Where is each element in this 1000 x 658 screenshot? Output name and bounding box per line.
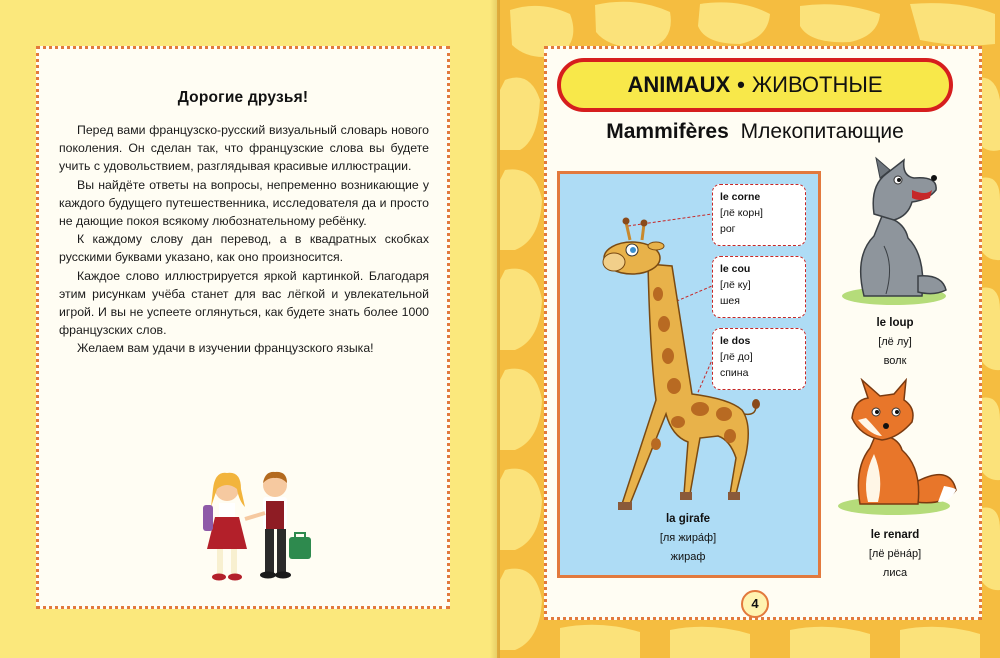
callout-translation: спина: [720, 366, 749, 379]
subtitle-french: Mammifères: [606, 120, 729, 143]
page-number: 4: [741, 590, 769, 618]
wolf-illustration: [834, 156, 952, 306]
banner-separator: •: [737, 72, 745, 97]
intro-paragraph: Каждое слово иллюстрируется яркой картинкой. Благодаря этим рисункам учёба станет для вас лёгкой и увлекательной игрой. И вы не успеете оглянуться, как будете знать более 1000 французских слов.: [59, 268, 429, 338]
giraffe-pronunciation: [ля жира́ф]: [659, 532, 717, 544]
wolf-pronunciation: [лё лу]: [878, 336, 912, 348]
callout-translation: рог: [720, 222, 736, 235]
intro-paragraph: Желаем вам удачи в изучении французского языка!: [77, 341, 374, 356]
callout-translation: шея: [720, 294, 740, 307]
schoolchildren-illustration: [189, 467, 319, 587]
callout-neck: [712, 256, 806, 318]
banner-russian: ЖИВОТНЫЕ: [751, 72, 883, 97]
fox-illustration: [832, 378, 960, 516]
callout-pronunciation: [лё ку]: [720, 278, 751, 291]
callout-word: le corne: [720, 191, 761, 203]
wolf-word: le loup: [876, 317, 914, 329]
giraffe-word: la girafe: [665, 513, 711, 525]
left-page: [0, 0, 497, 658]
callout-pronunciation: [лё корн]: [720, 206, 763, 219]
giraffe-label: [638, 510, 738, 567]
intro-text: [59, 121, 429, 358]
callout-word: le cou: [720, 263, 751, 275]
callout-pronunciation: [лё до]: [720, 350, 753, 363]
intro-title: Дорогие друзья!: [177, 89, 309, 106]
giraffe-panel: [557, 171, 821, 578]
wolf-translation: волк: [883, 355, 907, 367]
section-banner: [557, 58, 953, 112]
fox-word: le renard: [870, 529, 920, 541]
callout-horn: [712, 184, 806, 246]
giraffe-translation: жираф: [670, 551, 706, 563]
intro-paragraph: Перед вами французско-русский визуальный словарь нового поколения. Он сделан так, что французские слова вы будете учить с удовольствием, разглядывая красивые иллюстрации.: [59, 123, 429, 174]
wolf-label: [845, 314, 945, 371]
banner-french: ANIMAUX: [627, 72, 731, 97]
intro-paragraph: К каждому слову дан перевод, а в квадратных скобках русскими буквами указано, как оно произносится.: [59, 232, 429, 265]
section-subtitle: [557, 120, 953, 144]
fox-translation: лиса: [882, 567, 908, 579]
fox-label: [845, 526, 945, 583]
callout-back: [712, 328, 806, 390]
subtitle-russian: Млекопитающие: [740, 120, 904, 143]
intro-card: [36, 46, 450, 609]
intro-paragraph: Вы найдёте ответы на вопросы, непременно возникающие у каждого будущего путешественника, исследователя да и просто не дающие покоя всякому любознательному ребёнку.: [59, 177, 429, 229]
fox-pronunciation: [лё рёна́р]: [868, 548, 922, 560]
callout-word: le dos: [720, 335, 751, 347]
